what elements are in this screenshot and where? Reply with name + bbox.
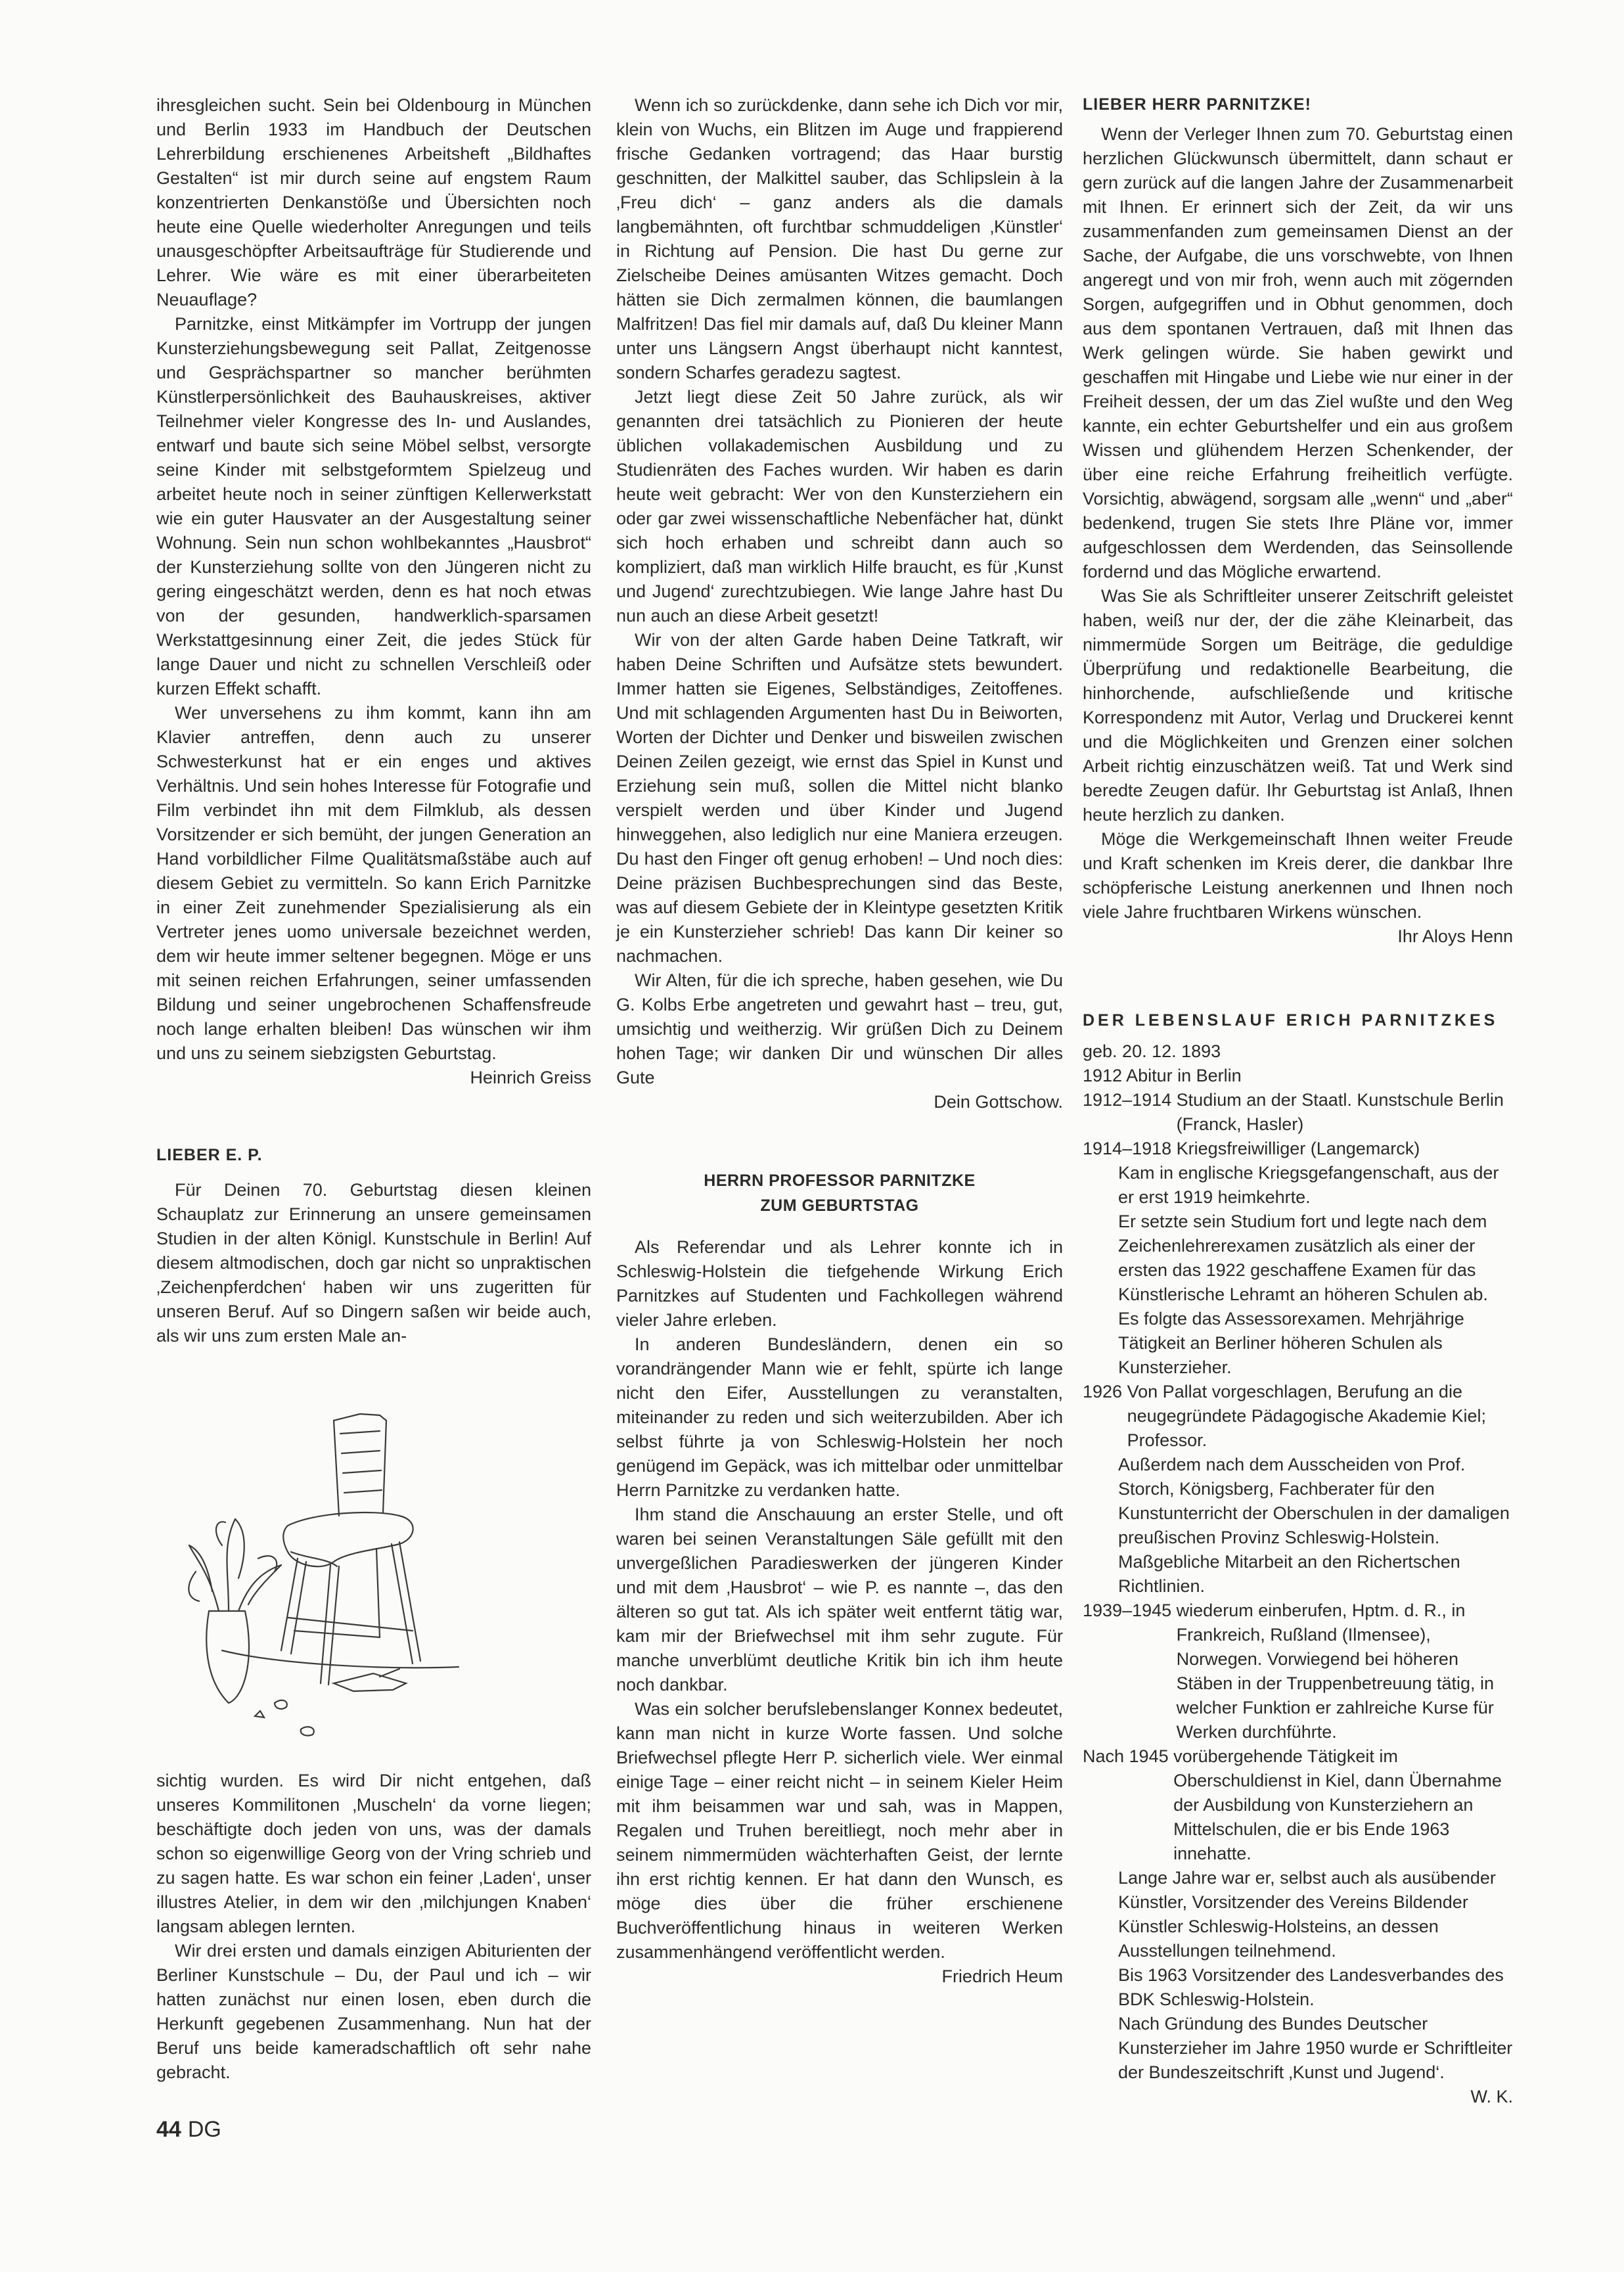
signature-greiss: Heinrich Greiss bbox=[470, 1068, 591, 1087]
page-folio bbox=[156, 2117, 221, 2143]
cv-text: Von Pallat vorgeschlagen, Berufung an die neugegründete Pädagogische Akademie Kiel; Professor. bbox=[1127, 1382, 1487, 1450]
gottschow-paragraph-1: Wenn ich so zurückdenke, dann sehe ich Dich vor mir, klein von Wuchs, ein Blitzen im Auge und frappierend frische Gedanken vortragend; das Haar burstig geschnitten, der Malkittel sauber, das Schlipslein à la ‚Freu dich‘ – ganz anders als die damals langbemähnten, oft furchtbar schmuddeligen ‚Künstler‘ in Richtung auf Pension. Die hast Du gerne zur Zielscheibe Deines amüsanten Witzes gemacht. Doch hätten sie Dich zermalmen können, die baumlangen Malfritzen! Das fiel mir damals auf, daß Du kleiner Mann unter uns Längsern Angst überhaupt nicht kanntest, sondern Scharfes geradezu sagtest. bbox=[616, 95, 1063, 382]
cv-sub: Bis 1963 Vorsitzender des Landesverbandes des BDK Schleswig-Holstein. bbox=[1118, 1965, 1504, 2009]
cv-entry-1912: 1912 Abitur in Berlin bbox=[1083, 1066, 1242, 1085]
cv-entry-1912-1914 bbox=[1083, 1088, 1513, 1137]
page-number: 44 bbox=[156, 2117, 181, 2142]
cv-entry-1926 bbox=[1083, 1380, 1513, 1453]
heading-lebenslauf: DER LEBENSLAUF ERICH PARNITZKES bbox=[1083, 1011, 1499, 1030]
signature-henn: Ihr Aloys Henn bbox=[1397, 926, 1513, 946]
cv-sub: Nach Gründung des Bundes Deutscher Kunsterzieher im Jahre 1950 wurde er Schriftleiter der Bundeszeitschrift ‚Kunst und Jugend‘. bbox=[1118, 2014, 1513, 2082]
ep-paragraph-3: Wir drei ersten und damals einzigen Abiturienten der Berliner Kunstschule – Du, der Paul und ich – wir hatten zunächst nur einen losen, eben durch die Herkunft gegebenen Zusammenhang. Nun hat der Beruf uns beide kameradschaftlich oft sehr nahe gebracht. bbox=[156, 1941, 591, 2082]
heading-zum-geburtstag: ZUM GEBURTSTAG bbox=[760, 1196, 919, 1215]
cv-year: Nach 1945 bbox=[1083, 1746, 1169, 1766]
cv-entry-nach-1945 bbox=[1083, 1744, 1513, 1866]
column-1 bbox=[156, 93, 591, 2085]
cv-entry-1939-1945 bbox=[1083, 1599, 1513, 1744]
cv-text: wiederum einberufen, Hptm. d. R., in Frankreich, Rußland (Ilmensee), Norwegen. Vorwiegend bei höheren Stäben in der Truppenbetreuung tätig, in welcher Funktion er zahlreiche Kurse für Werken durchführte. bbox=[1176, 1601, 1495, 1742]
gottschow-paragraph-4: Wir Alten, für die ich spreche, haben gesehen, wie Du G. Kolbs Erbe angetreten und gewahrt hast – treu, gut, umsichtig und weitherzig. Wir grüßen Dich zu Deinem hohen Tage; wir danken Dir und wünschen Dir alles Gute bbox=[616, 970, 1063, 1087]
cv-text: Kriegsfreiwilliger (Langemarck) bbox=[1176, 1139, 1420, 1158]
heum-paragraph-3: Ihm stand die Anschauung an erster Stelle, und oft waren bei seinen Veranstaltungen Säle gefüllt mit den unvergeßlichen Paradieswerken der jüngeren Kinder und mit dem ‚Hausbrot‘ – wie P. es nannte –, das den älteren so gut tat. Als ich später weit entfernt tätig war, kam mir der Briefwechsel mit ihm sehr zugute. Für manche unverblümt deutliche Kritik bin ich ihm heute noch dankbar. bbox=[616, 1505, 1063, 1694]
column-3 bbox=[1083, 93, 1513, 2109]
ep-paragraph-2: sichtig wurden. Es wird Dir nicht entgehen, daß unseres Kommilitonen ‚Muscheln‘ da vorne liegen; beschäftigte doch jeden von uns, was der damals schon so eigenwillige Georg von der Vring schrieb und zu sagen hatte. Es war schon ein feiner ‚Laden‘, unser illustres Atelier, in dem wir den ‚milchjungen Knaben‘ langsam ablegen lernten. bbox=[156, 1771, 591, 1936]
column-2 bbox=[616, 93, 1063, 1989]
cv-sub: Kam in englische Kriegsgefangenschaft, aus der er erst 1919 heimkehrte. bbox=[1118, 1163, 1499, 1207]
henn-paragraph-2: Was Sie als Schriftleiter unserer Zeitschrift geleistet haben, weiß nur der, der die zähe Kleinarbeit, das nimmermüde Sorgen um Beiträge, die geduldige Überprüfung und redaktionelle Bearbeitung, die hinhorchende, aufschließende und kritische Korrespondenz mit Autor, Verlag und Druckerei kennt und die Möglichkeiten und Grenzen einer solchen Arbeit richtig einzuschätzen weiß. Tat und Werk sind beredte Zeugen dafür. Ihr Geburtstag ist Anlaß, Ihnen heute herzlich zu danken. bbox=[1083, 586, 1513, 825]
henn-paragraph-1: Wenn der Verleger Ihnen zum 70. Geburtstag einen herzlichen Glückwunsch übermittelt, dann schaut er gern zurück auf die langen Jahre der Zusammenarbeit mit Ihnen. Er erinnert sich der Zeit, da wir uns zusammenfanden zum gemeinsamen Dienst an der Sache, der Aufgabe, die uns vorschwebte, von Ihnen angeregt und von mir froh, wenn auch mit zögernden Sorgen, aufgegriffen und in Obhut genommen, doch aus dem spontanen Vertrauen, daß mit Ihnen das Werk gelingen würde. Sie haben gewirkt und geschaffen mit Hingabe und Liebe wie nur einer in der Freiheit dessen, der um das Ziel wußte und den Weg kannte, ein echter Geburtshelfer und ein aus großem Wissen und glühendem Herzen Schenkender, der über eine reiche Erfahrung freiheitlich verfügte. Vorsichtig, abwägend, sorgsam alle „wenn“ und „aber“ bedenkend, trugen Sie stets Ihre Pläne vor, immer aufgeschlossen dem Werdenden, das Seinsollende fordernd und das Mögliche erwartend. bbox=[1083, 124, 1513, 581]
signature-gottschow: Dein Gottschow. bbox=[934, 1092, 1063, 1112]
gottschow-paragraph-2: Jetzt liegt diese Zeit 50 Jahre zurück, als wir genannten drei tatsächlich zu Pionieren der heute üblichen vollakademischen Ausbildung und zu Studienräten des Faches wurden. Wir haben es darin heute weit gebracht: Wer von den Kunsterziehern ein oder gar zwei wissenschaftliche Nebenfächer hat, dünkt sich hoch erhaben und schreibt dann auch so kompliziert, daß man wirklich Hilfe braucht, es für ‚Kunst und Jugend‘ zurechtzubiegen. Wie lange Jahre hast Du nun auch an diese Arbeit gesetzt! bbox=[616, 387, 1063, 625]
cv-year: 1926 bbox=[1083, 1382, 1123, 1401]
cv-year: 1939–1945 bbox=[1083, 1601, 1172, 1620]
heading-lieber-ep: LIEBER E. P. bbox=[156, 1146, 263, 1164]
cv-text: Studium an der Staatl. Kunstschule Berlin (Franck, Hasler) bbox=[1176, 1090, 1504, 1134]
heum-paragraph-2: In anderen Bundesländern, denen ein so vorandrängender Mann wie er fehlt, spürte ich lange nicht den Eifer, Ausstellungen zu veranstalten, miteinander zu reden und sich weiterzubilden. Aber ich selbst führte ja von Schleswig-Holstein her noch genügend im Gepäck, was ich mittelbar oder unmittelbar Herrn Parnitzke zu verdanken hatte. bbox=[616, 1334, 1063, 1500]
cv-sub: Außerdem nach dem Ausscheiden von Prof. Storch, Königsberg, Fachberater für den Kunstunterricht der Oberschulen in der damaligen preußischen Provinz Schleswig-Holstein. Maßgebliche Mitarbeit an den Richertschen Richtlinien. bbox=[1118, 1455, 1510, 1596]
cv-born: geb. 20. 12. 1893 bbox=[1083, 1041, 1221, 1061]
greiss-paragraph-2: Parnitzke, einst Mitkämpfer im Vortrupp der jungen Kunsterziehungsbewegung seit Pallat, Zeitgenosse und Gesprächspartner so mancher berühmten Künstlerpersönlichkeit des Bauhauskreises, aktiver Teilnehmer vieler Kongresse des In- und Auslandes, entwarf und baute sich seine Möbel selbst, versorgte seine Kinder mit selbstgeformtem Spielzeug und arbeitet heute noch in seiner zünftigen Kellerwerkstatt wie ein guter Hausvater an der Ausgestaltung seiner Wohnung. Sein nun schon wohlbekanntes „Hausbrot“ der Kunsterziehung sollte von den Jüngeren nicht zu gering eingeschätzt werden, denn es hat noch etwas von der gesunden, handwerklich-sparsamen Werkstattgesinnung einer Zeit, die jedes Stück für lange Dauer und nicht zu schnellen Verschleiß oder kurzen Effekt schafft. bbox=[156, 314, 591, 698]
cv-sub: Er setzte sein Studium fort und legte nach dem Zeichenlehrerexamen zusätzlich als einer der ersten das 1922 geschaffene Examen für das Künstlerische Lehramt an höheren Schulen ab. Es folgte das Assessorexamen. Mehrjährige Tätigkeit an Berliner höheren Schulen als Kunsterzieher. bbox=[1118, 1212, 1488, 1377]
chair-sketch-illustration bbox=[183, 1375, 465, 1742]
ep-paragraph-1: Für Deinen 70. Geburtstag diesen kleinen Schauplatz zur Erinnerung an unsere gemeinsamen Studien in der alten Königl. Kunstschule in Berlin! Auf diesem altmodischen, doch gar nicht so unpraktischen ‚Zeichenpferdchen‘ haben wir uns zugeritten für unseren Beruf. Auf so Dingern saßen wir beide auch, als wir uns zum ersten Male an- bbox=[156, 1180, 591, 1346]
cv-entry-1914-1918 bbox=[1083, 1137, 1513, 1161]
heum-paragraph-1: Als Referendar und als Lehrer konnte ich in Schleswig-Holstein die tiefgehende Wirkung Erich Parnitzkes auf Studenten und Fachkollegen während vieler Jahre erleben. bbox=[616, 1237, 1063, 1330]
greiss-paragraph-3: Wer unversehens zu ihm kommt, kann ihn am Klavier antreffen, denn auch zu unserer Schwesterkunst hat er ein enges und aktives Verhältnis. Und sein hohes Interesse für Fotografie und Film verbindet ihn mit dem Filmklub, als dessen Vorsitzender er sich bemüht, der jungen Generation an Hand vorbildlicher Filme Qualitätsmaßstäbe auch auf diesem Gebiet zu vermitteln. So kann Erich Parnitzke in einer Zeit zunehmender Spezialisierung als ein Vertreter jenes uomo universale bezeichnet werden, dem wir heute immer seltener begegnen. Möge er uns mit seinen reichen Erfahrungen, seiner umfassenden Bildung und seiner ungebrochenen Schaffensfreude noch lange erhalten bleiben! Das wünschen wir ihm und uns zu seinem siebzigsten Geburtstag. bbox=[156, 703, 591, 1063]
cv-year: 1912–1914 bbox=[1083, 1090, 1172, 1110]
cv-sub: Lange Jahre war er, selbst auch als ausübender Künstler, Vorsitzender des Vereins Bildender Künstler Schleswig-Holsteins, an dessen Ausstellungen teilnehmend. bbox=[1118, 1868, 1496, 1961]
gottschow-paragraph-3: Wir von der alten Garde haben Deine Tatkraft, wir haben Deine Schriften und Aufsätze stets bewundert. Immer hatten sie Eigenes, Selbständiges, Zeitoffenes. Und mit schlagenden Argumenten hast Du in Beiworten, Worten der Dichter und Denker und bisweilen zwischen Deinen Zeilen gezeigt, wie ernst das Spiel in Kunst und Erziehung sein muß, sollen die Mittel nicht blanko verspielt werden und über Kinder und Jugend hinweggehen, also lediglich nur eine Maniera erzeugen. Du hast den Finger oft genug erhoben! – Und noch dies: Deine präzisen Buchbesprechungen sind das Beste, was auf diesem Gebiete der in Kleintype gesetzten Kritik je ein Kunsterzieher schrieb! Das kann Dir keiner so nachmachen. bbox=[616, 630, 1063, 966]
journal-abbrev: DG bbox=[187, 2117, 221, 2142]
signature-heum: Friedrich Heum bbox=[941, 1966, 1063, 1986]
heading-lieber-herr-parnitzke: LIEBER HERR PARNITZKE! bbox=[1083, 95, 1311, 114]
greiss-paragraph-1: ihresgleichen sucht. Sein bei Oldenbourg in München und Berlin 1933 im Handbuch der Deutschen Lehrerbildung erschienenes Arbeitsheft „Bildhaftes Gestalten“ ist mir durch seine auf engstem Raum konzentrierten Denkanstöße und Übersichten noch heute eine Quelle wiederholter Anregungen und teils unausgeschöpfter Arbeitsaufträge für Studierende und Lehrer. Wie wäre es mit einer überarbeiteten Neuauflage? bbox=[156, 95, 591, 309]
heum-paragraph-4: Was ein solcher berufslebenslanger Konnex bedeutet, kann man nicht in kurze Worte fassen. Und solche Briefwechsel pflegte Herr P. sicherlich viele. Wer einmal einige Tage – einer reicht nicht – in seinem Kieler Heim mit ihm beisammen war und sah, was in Mappen, Regalen und Truhen bereitliegt, noch mehr aber in seinem nimmermüden wächterhaften Geist, der lernte ihn erst richtig kennen. Er hat dann den Wunsch, es möge dies über die früher erschienene Buchveröffentlichung hinaus in weiteren Werken zusammenhängend veröffentlicht werden. bbox=[616, 1699, 1063, 1962]
cv-list bbox=[1083, 1039, 1513, 2109]
cv-year: 1914–1918 bbox=[1083, 1139, 1172, 1158]
heading-herrn-professor: HERRN PROFESSOR PARNITZKE bbox=[704, 1171, 976, 1190]
henn-paragraph-3: Möge die Werkgemeinschaft Ihnen weiter Freude und Kraft schenken im Kreis derer, die dankbar Ihre schöpferische Leistung anerkennen und Ihnen noch viele Jahre fruchtbaren Wirkens wünschen. bbox=[1083, 829, 1513, 922]
chair-sketch-drawing bbox=[183, 1375, 465, 1742]
cv-text: vorübergehende Tätigkeit im Oberschuldienst in Kiel, dann Übernahme der Ausbildung von Kunsterziehern an Mittelschulen, die er bis Ende 1963 innehatte. bbox=[1173, 1746, 1502, 1863]
signature-wk: W. K. bbox=[1470, 2087, 1513, 2106]
